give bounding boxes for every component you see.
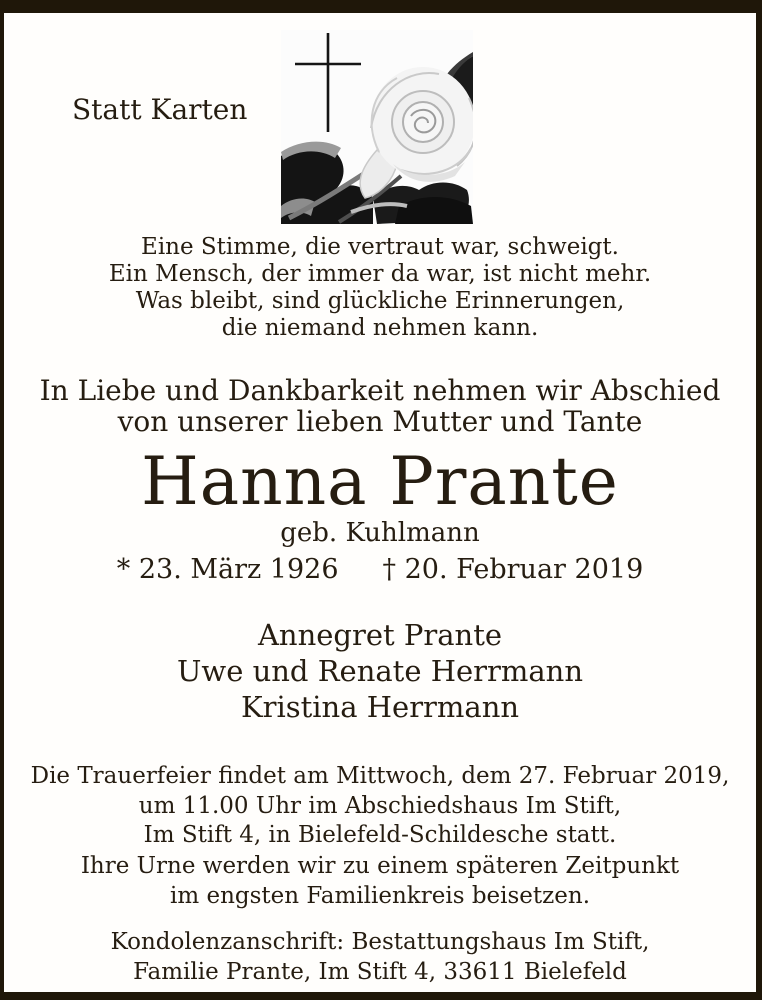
poem-line: Eine Stimme, die vertraut war, schweigt.	[141, 234, 619, 260]
death-date: † 20. Februar 2019	[382, 554, 644, 585]
maiden-name: geb. Kuhlmann	[280, 518, 480, 548]
mourner-name: Annegret Prante	[257, 618, 503, 652]
mourner-name: Kristina Herrmann	[240, 690, 520, 724]
farewell-intro-line: von unserer lieben Mutter und Tante	[117, 405, 643, 438]
poem-line: Was bleibt, sind glückliche Erinnerungen,	[135, 288, 625, 314]
statt-karten-label: Statt Karten	[72, 93, 248, 126]
urn-info-line: im engsten Familienkreis beisetzen.	[169, 882, 591, 909]
funeral-info-line: um 11.00 Uhr im Abschiedshaus Im Stift,	[138, 792, 622, 819]
poem-line: die niemand nehmen kann.	[221, 315, 539, 341]
mourner-name: Uwe und Renate Herrmann	[176, 654, 584, 688]
mourners-list	[4, 617, 756, 725]
farewell-intro-line: In Liebe und Dankbarkeit nehmen wir Abschied	[39, 374, 721, 407]
poem	[4, 234, 756, 342]
rose-photo	[281, 30, 473, 224]
funeral-info-line: Die Trauerfeier findet am Mittwoch, dem 27. Februar 2019,	[30, 763, 730, 789]
condolence-line: Kondolenzanschrift: Bestattungshaus Im Stift,	[110, 929, 650, 955]
condolence-line: Familie Prante, Im Stift 4, 33611 Bielefeld	[133, 958, 627, 985]
condolence-address	[4, 928, 756, 987]
farewell-intro	[4, 375, 756, 437]
life-dates	[4, 553, 756, 587]
urn-info-line: Ihre Urne werden wir zu einem späteren Zeitpunkt	[80, 853, 680, 879]
urn-info	[4, 852, 756, 911]
funeral-info	[4, 762, 756, 851]
birth-date: * 23. März 1926	[116, 554, 339, 585]
poem-line: Ein Mensch, der immer da war, ist nicht mehr.	[108, 261, 652, 287]
funeral-info-line: Im Stift 4, in Bielefeld-Schildesche statt.	[143, 822, 617, 848]
deceased-name: Hanna Prante	[141, 443, 619, 520]
